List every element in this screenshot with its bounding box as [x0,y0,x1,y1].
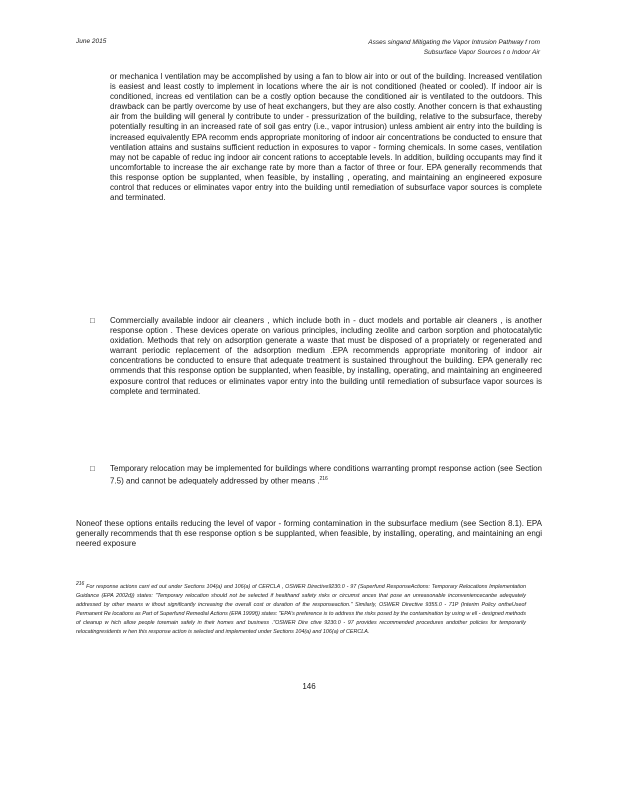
cleaners-text: Commercially available indoor air cleaners , which include both in - duct models and portable air cleaners , is another response option . These devices operate on various principles, including zeolite and carbon sorption and photocatalytic oxidation. Methods that rely on adsorption generate a waste that must be disposed of a propriately or regenerated and warrant periodic replacement of the adsorption medium .EPA recommends appropriate monitoring of indoor air concentrations be conducted to ensure that adequate treatment is sustained throughout the building. EPA generally rec ommends that this response option be supplanted, when feasible, by installing, operating, and maintaining an engineered exposure control that reduces or eliminates vapor entry into the building until remediation of subsurface vapor sources is complete and terminated. [110,316,542,396]
footnote-reference: 216 [319,476,328,483]
bullet-icon: □ [90,316,95,325]
ventilation-text: or mechanica l ventilation may be accomplished by using a fan to blow air into or out of the building. Increased ventilation is easiest and least costly to implement in locations where the air is not conditioned (heated or cooled). If indoor air is conditioned, increas ed ventilation can be a costly option because the conditioned air is ventilated to the outdoors. This drawback can be partly overcome by use of heat exchangers, but they are also costly. Another concern is that exhausting air from the building will general ly contribute to under - pressurization of the building, relative to the subsurface, thereby potentially resulting in an increased rate of soil gas entry (i.e., vapor intrusion) unless ambient air entry into the building is increased equivalently EPA recomm ends appropriate monitoring of indoor air concentrations be conducted to ensure that ventilation attains and sustains sufficient reduction in exposures to vapor - forming chemicals. In some cases, ventilation may not be capable of reduc ing indoor air concent rations to acceptable levels. In addition, building occupants may find it uncomfortable to increase the air exchange rate by more than a factor of three or four. EPA generally recommends that this response option be supplanted, when feasible, by installing , operating, and maintaining an engineered exposure control that reduces or eliminates vapor entry into the building until remediation of subsurface vapor sources is complete and terminated. [110,72,542,203]
relocation-text-wrap [110,464,542,487]
ventilation-paragraph [110,72,542,203]
header-title-line2: Subsurface Vapor Sources t o Indoor Air [423,49,540,56]
footnote [76,580,526,637]
footnote-text: For response actions carri ed out under Sections 104(a) and 106(a) of CERCLA , OSWER Directive9230.0 - 97 (Superfund ResponseActions: Temporary Relocations Implementation Guidance (EPA 2002d)) states: "Temporary relocation should not be selected if healthand safety risks or circumst ances that pose an unreasonable inconveniencecanbe adequately addressed by other means w ithout significantly increasing the overall cost or duration of the responseaction." Similarly, OSWER Directive 9355.0 - 71P (Interim Policy ontheUseof Permanent Re locations as Part of Superfund Remedial Actions (EPA 1999f)) states: "EPA's preference is to address the risks posed by the contamination by using w ell - designed methods of cleanup w hich allow people toremain safely in their homes and business ."OSWER Dire ctive 9230.0 - 97 provides recommended procedures andother policies for temporarily relocatingresidents w hen this response action is selected and implemented under Sections 104(a) and 106(a) of CERCLA. [76,583,526,635]
relocation-paragraph [110,464,542,487]
page-number: 146 [302,682,316,691]
none-of-paragraph [76,519,542,549]
none-of-text: Noneof these options entails reducing the level of vapor - forming contamination in the subsurface medium (see Section 8.1). EPA generally recommends that th ese response option s be supplanted, when feasible, by installing, operating, and maintaining an engi neered exposure [76,519,542,549]
header-date: June 2015 [76,38,107,45]
footnote-mark: 216 [76,581,85,587]
header-title-line1: Asses singand Mitigating the Vapor Intrusion Pathway f rom [368,39,540,46]
header-title [368,38,540,58]
relocation-text: Temporary relocation may be implemented for buildings where conditions warranting prompt response action (see Section 7.5) and cannot be adequately addressed by other means . [110,464,542,486]
cleaners-paragraph [110,316,542,397]
bullet-icon: □ [90,464,95,473]
